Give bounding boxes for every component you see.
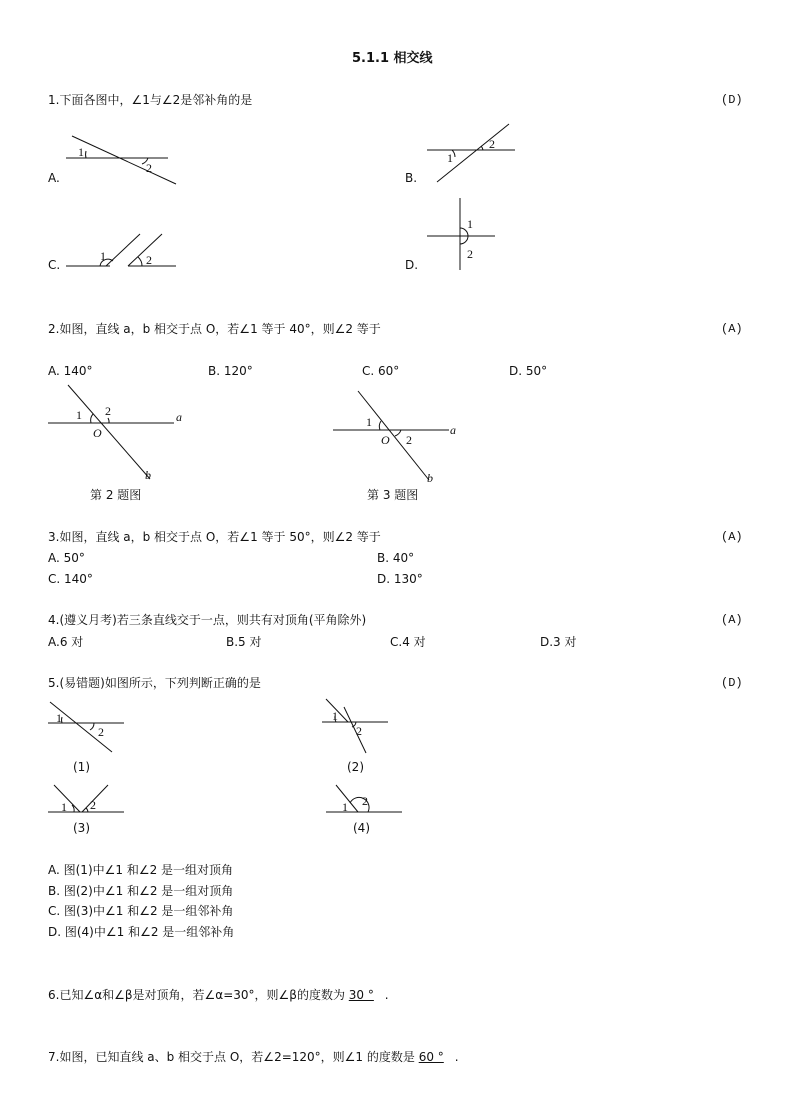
q2fig-label-o: O — [93, 426, 102, 440]
q3-option-d: D. 130° — [377, 572, 423, 586]
q3-option-b: B. 40° — [377, 551, 415, 565]
q4-option-c: C.4 对 — [390, 635, 426, 649]
q1b-label-1: 1 — [447, 151, 453, 165]
q2fig-arc-2 — [108, 418, 109, 423]
q7-end: . — [454, 1050, 459, 1064]
q3fig-arc-2 — [395, 430, 401, 436]
q5-option-d: D. 图(4)中∠1 和∠2 是一组邻补角 — [48, 925, 235, 939]
q1-option-c: C. — [48, 258, 61, 272]
q1c-label-1: 1 — [100, 249, 106, 263]
q5-figure-1 — [48, 700, 128, 756]
q4-option-a: A.6 对 — [48, 635, 84, 649]
q1-stem: 1.下面各图中，∠1与∠2是邻补角的是 — [48, 93, 253, 107]
q5-figure-4 — [326, 783, 404, 817]
q3-answer: (A) — [721, 530, 743, 544]
q1-figure-b — [425, 120, 520, 185]
q5-fig-caption-4: (4) — [353, 821, 370, 835]
q1d-label-2: 2 — [467, 247, 473, 261]
q1b-arc-2 — [481, 146, 483, 150]
q1-option-a: A. — [48, 171, 60, 185]
q1-figure-d — [425, 196, 497, 272]
q6-end: . — [384, 988, 389, 1002]
q5f4-label-1: 1 — [342, 800, 348, 814]
q5f1-arc-2 — [90, 723, 94, 730]
q3-stem: 3.如图，直线 a，b 相交于点 O，若∠1 等于 50°，则∠2 等于 — [48, 530, 381, 544]
q4-option-d: D.3 对 — [540, 635, 577, 649]
q1a-label-1: 1 — [78, 145, 84, 159]
fig3-caption: 第 3 题图 — [367, 488, 419, 502]
q5f1-label-2: 2 — [98, 725, 104, 739]
q1-figure-a — [66, 130, 176, 190]
q1-option-b: B. — [405, 171, 418, 185]
q6-line — [48, 988, 389, 1002]
q2-option-d: D. 50° — [509, 364, 548, 378]
q2-option-a: A. 140° — [48, 364, 93, 378]
q1b-label-2: 2 — [489, 137, 495, 151]
q3fig-label-2: 2 — [406, 433, 412, 447]
q1d-label-1: 1 — [467, 217, 473, 231]
q5f1-label-1: 1 — [56, 711, 62, 725]
q5-fig-caption-3: (3) — [73, 821, 90, 835]
q1a-label-2: 2 — [146, 161, 152, 175]
q7-stem: 7.如图，已知直线 a、b 相交于点 O，若∠2=120°，则∠1 的度数是 — [48, 1050, 415, 1064]
q5f4-label-2: 2 — [362, 794, 368, 808]
q2-figure — [48, 383, 198, 483]
q1c-label-2: 2 — [146, 253, 152, 267]
q5-option-a: A. 图(1)中∠1 和∠2 是一组对顶角 — [48, 863, 234, 877]
q2-option-b: B. 120° — [208, 364, 253, 378]
q2fig-label-2: 2 — [105, 404, 111, 418]
q2fig-label-b: b — [145, 468, 151, 482]
q1-answer: (D) — [721, 93, 743, 107]
q3fig-label-b: b — [427, 471, 433, 485]
q3fig-label-o: O — [381, 433, 390, 447]
q1c-arc-2 — [138, 257, 142, 266]
q5-stem: 5.(易错题)如图所示，下列判断正确的是 — [48, 676, 261, 690]
q5f3-label-2: 2 — [90, 798, 96, 812]
q1-figure-c — [66, 230, 181, 275]
q5-fig-caption-2: (2) — [347, 760, 364, 774]
page-title: 5.1.1 相交线 — [352, 51, 433, 66]
q3-option-a: A. 50° — [48, 551, 85, 565]
q7-answer-blank: 60 ° — [418, 1050, 444, 1064]
q2-option-c: C. 60° — [362, 364, 400, 378]
q2fig-arc-1 — [91, 414, 93, 423]
q3fig-label-1: 1 — [366, 415, 372, 429]
q7-line — [48, 1050, 459, 1064]
q2-stem: 2.如图，直线 a，b 相交于点 O，若∠1 等于 40°，则∠2 等于 — [48, 322, 381, 336]
q5-figure-3 — [48, 783, 128, 817]
q3-figure — [333, 388, 473, 488]
q3-option-c: C. 140° — [48, 572, 93, 586]
q3fig-arc-1 — [379, 421, 381, 430]
q5f2-label-2: 2 — [356, 724, 362, 738]
q5f2-label-1: 1 — [332, 709, 338, 723]
q5f3-label-1: 1 — [61, 800, 67, 814]
q4-stem: 4.(遵义月考)若三条直线交于一点，则共有对顶角(平角除外) — [48, 613, 367, 627]
fig2-caption: 第 2 题图 — [90, 488, 142, 502]
q4-option-b: B.5 对 — [226, 635, 262, 649]
q5-fig-caption-1: (1) — [73, 760, 90, 774]
q5-answer: (D) — [721, 676, 743, 690]
q6-answer-blank: 30 ° — [348, 988, 374, 1002]
q4-answer: (A) — [721, 613, 743, 627]
q2fig-label-1: 1 — [76, 408, 82, 422]
q2-answer: (A) — [721, 322, 743, 336]
q5-option-b: B. 图(2)中∠1 和∠2 是一组对顶角 — [48, 884, 234, 898]
q2fig-label-a: a — [176, 410, 182, 424]
q1-option-d: D. — [405, 258, 419, 272]
q5f3-arc-2 — [86, 808, 88, 812]
q5-option-c: C. 图(3)中∠1 和∠2 是一组邻补角 — [48, 904, 234, 918]
q6-stem: 6.已知∠α和∠β是对顶角，若∠α=30°，则∠β的度数为 — [48, 988, 345, 1002]
q3fig-label-a: a — [450, 423, 456, 437]
q5-figure-2 — [322, 695, 394, 755]
